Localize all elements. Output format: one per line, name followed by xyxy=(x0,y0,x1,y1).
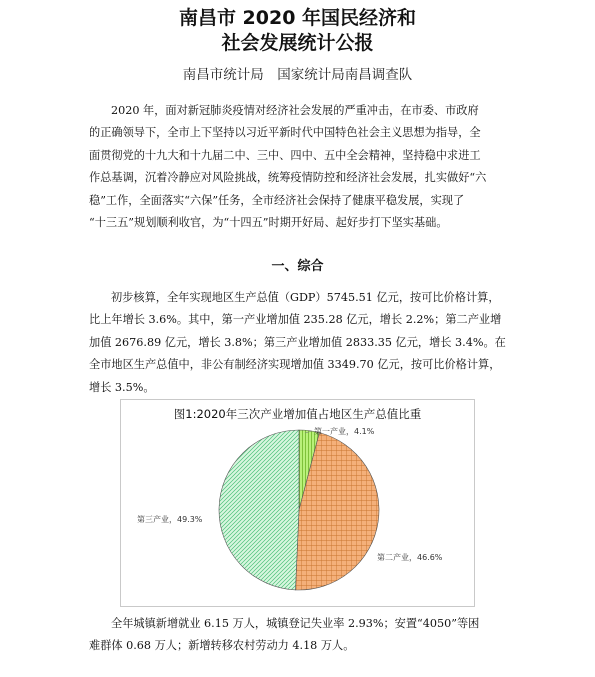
overview-line: 全市地区生产总值中，非公有制经济实现增加值 3349.70 亿元，按可比价格计算， xyxy=(89,358,501,372)
intro-line: “十三五”规划顺利收官，为“十四五”时期开好局、起好步打下坚实基础。 xyxy=(89,216,448,230)
overview-line: 初步核算，全年实现地区生产总值（GDP）5745.51 亿元，按可比价格计算， xyxy=(111,291,500,304)
employment-paragraph xyxy=(89,613,507,658)
overview-line: 加值 2676.89 亿元，增长 3.8%；第三产业增加值 2833.35 亿元，增长 3.4%。在 xyxy=(89,335,506,349)
pie-label-tertiary: 第三产业，49.3% xyxy=(137,515,203,524)
section-heading-overview: 一、综合 xyxy=(271,259,324,274)
pie-label-primary: 第一产业，4.1% xyxy=(314,427,375,436)
intro-paragraph xyxy=(89,100,507,234)
pie-chart xyxy=(121,400,476,608)
pie-slice-tertiary xyxy=(219,430,299,590)
employment-line: 全年城镇新增就业 6.15 万人，城镇登记失业率 2.93%；安置“4050”等困 xyxy=(111,617,480,630)
document-subtitle: 南昌市统计局 国家统计局南昌调查队 xyxy=(182,67,413,83)
intro-line: 2020 年，面对新冠肺炎疫情对经济社会发展的严重冲击，在市委、市政府 xyxy=(111,104,479,117)
pie-label-secondary: 第二产业，46.6% xyxy=(377,553,443,562)
document-title-line2: 社会发展统计公报 xyxy=(221,32,374,54)
overview-line: 增长 3.5%。 xyxy=(89,380,155,394)
pie-chart-figure xyxy=(120,399,475,607)
chart-title: 图1:2020年三次产业增加值占地区生产总值比重 xyxy=(173,407,422,421)
intro-line: 的正确领导下，全市上下坚持以习近平新时代中国特色社会主义思想为指导，全 xyxy=(89,126,481,140)
employment-line: 难群体 0.68 万人；新增转移农村劳动力 4.18 万人。 xyxy=(89,639,355,653)
document-title-line1: 南昌市 2020 年国民经济和 xyxy=(178,7,417,29)
intro-line: 稳”工作，全面落实“六保”任务，全市经济社会保持了健康平稳发展，实现了 xyxy=(89,193,465,207)
intro-line: 作总基调，沉着冷静应对风险挑战，统筹疫情防控和经济社会发展，扎实做好“六 xyxy=(89,171,487,185)
intro-line: 面贯彻党的十九大和十九届二中、三中、四中、五中全会精神，坚持稳中求进工 xyxy=(89,148,481,162)
overview-paragraph xyxy=(89,287,507,399)
overview-line: 比上年增长 3.6%。其中，第一产业增加值 235.28 亿元，增长 2.2%；第二产业增 xyxy=(89,313,502,327)
